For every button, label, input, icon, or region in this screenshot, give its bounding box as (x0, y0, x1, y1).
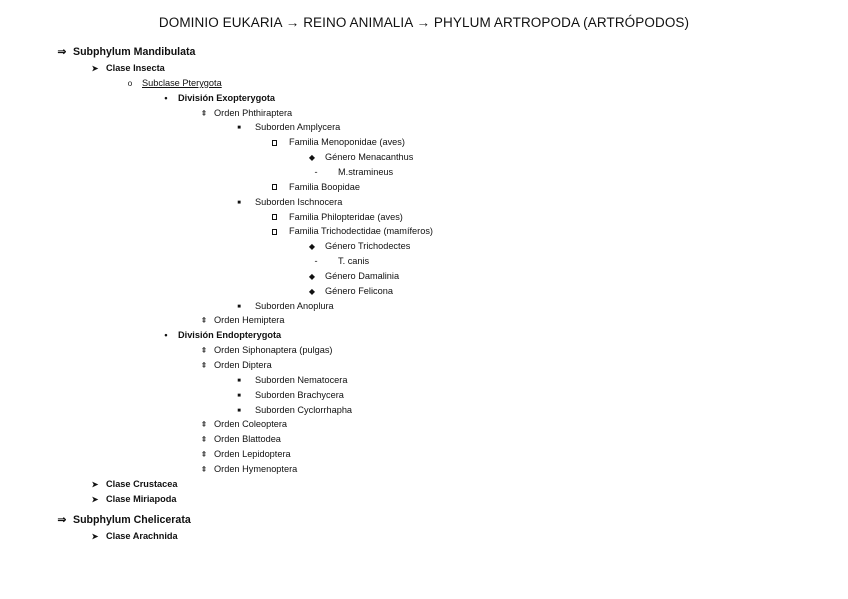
outline-item-level-7 (308, 269, 399, 283)
flag-icon: ⇞ (200, 108, 208, 118)
outline-item-level-6 (270, 210, 403, 224)
outline-item-label: Género Menacanthus (325, 152, 414, 163)
flag-icon: ⇞ (200, 316, 208, 326)
outline-item-label: Clase Arachnida (106, 530, 178, 541)
flag-icon: ⇞ (200, 450, 208, 460)
outline-item-level-5 (235, 373, 347, 387)
outline-item-label: Género Felicona (325, 285, 393, 296)
outline-item-label: Suborden Brachycera (255, 389, 344, 400)
outline-item-label: Suborden Cyclorrhapha (255, 404, 353, 415)
dash-bullet-icon: - (314, 166, 318, 177)
outline-item-level-5 (235, 388, 344, 402)
outline-item-label: Familia Trichodectidae (mamíferos) (289, 226, 433, 237)
outline-item-label[interactable]: Subclase Pterygota (142, 77, 222, 88)
arrow-icon: ⇒ (57, 513, 67, 526)
arrow-icon: ⇒ (57, 46, 67, 58)
outline-item-label: Suborden Nematocera (255, 374, 348, 385)
outline-item-label: Orden Lepidoptera (214, 449, 291, 460)
diamond-bullet-icon: ◆ (308, 153, 316, 163)
outline-item-label: Orden Siphonaptera (pulgas) (214, 345, 333, 356)
page-title: DOMINIO EUKARIA → REINO ANIMALIA → PHYLUM ARTROPODA (ARTRÓPODOS) (158, 15, 690, 30)
outline-item-level-4 (199, 432, 281, 446)
outline-item-level-7 (308, 284, 393, 298)
outline-item-label: Género Trichodectes (325, 241, 411, 252)
circle-bullet-icon: o (127, 78, 133, 88)
outline-item-label: Familia Philopteridae (aves) (289, 211, 403, 222)
outline-item-label: Familia Menoponidae (aves) (289, 137, 405, 148)
square-bullet-icon: ■ (237, 392, 241, 399)
chevron-icon: ➤ (91, 479, 99, 489)
outline-item-level-1 (90, 529, 178, 543)
chevron-icon: ➤ (91, 64, 99, 73)
outline-item-label: Orden Phthiraptera (214, 107, 293, 118)
diamond-bullet-icon: ◆ (308, 271, 316, 281)
flag-icon: ⇞ (200, 435, 208, 445)
outline-item-level-4 (199, 313, 284, 327)
outline-item-label: Subphylum Mandibulata (73, 46, 196, 58)
square-bullet-icon: ■ (237, 199, 241, 206)
outline-item-level-8 (312, 254, 369, 268)
box-bullet-icon (272, 184, 277, 190)
outline-item-level-6 (270, 224, 433, 238)
outline-item-label: Subphylum Chelicerata (73, 513, 191, 526)
box-bullet-icon (272, 229, 277, 235)
square-bullet-icon: ■ (237, 407, 241, 414)
outline-item-level-3 (162, 328, 281, 342)
outline-item-label: Clase Miriapoda (106, 493, 177, 504)
outline-item-level-4 (199, 343, 333, 357)
outline-item-label: M.stramineus (338, 166, 394, 177)
outline-item-label: Suborden Ischnocera (255, 196, 343, 207)
diamond-bullet-icon: ◆ (308, 242, 316, 252)
outline-item-level-4 (199, 417, 287, 431)
outline-item-label: Género Damalinia (325, 270, 400, 281)
outline-item-level-2 (126, 76, 222, 90)
outline-item-label: División Exopterygota (178, 92, 275, 103)
dash-bullet-icon: - (314, 256, 318, 267)
outline-item-label: Orden Coleoptera (214, 419, 288, 430)
outline-item-label: Clase Crustacea (106, 478, 178, 489)
outline-item-level-1 (90, 61, 165, 75)
outline-item-level-4 (199, 106, 292, 120)
chevron-icon: ➤ (91, 494, 99, 504)
outline-item-level-5 (235, 299, 334, 313)
square-bullet-icon: ■ (237, 125, 241, 132)
outline-item-label: División Endopterygota (178, 330, 282, 341)
chevron-icon: ➤ (91, 531, 99, 541)
outline-item-label: Clase Insecta (106, 63, 165, 73)
outline-item-level-4 (199, 358, 272, 372)
outline-item-level-6 (270, 135, 405, 149)
dot-bullet-icon: • (164, 330, 168, 341)
outline-item-level-0 (55, 513, 191, 527)
outline-item-level-6 (270, 180, 360, 194)
outline-item-level-1 (90, 492, 176, 506)
outline-item-label: Suborden Amplycera (255, 122, 341, 133)
outline-item-level-5 (235, 403, 352, 417)
outline-item-label: Orden Hymenoptera (214, 463, 298, 474)
flag-icon: ⇞ (200, 361, 208, 370)
outline-item-label: Orden Hemiptera (214, 315, 285, 326)
flag-icon: ⇞ (200, 464, 208, 474)
outline-item-level-0 (55, 45, 195, 59)
outline-item-level-5 (235, 195, 342, 209)
diamond-bullet-icon: ◆ (308, 286, 316, 296)
outline-item-level-4 (199, 447, 291, 461)
dot-bullet-icon: • (164, 92, 168, 103)
box-bullet-icon (272, 214, 277, 220)
outline-item-level-8 (312, 165, 393, 179)
outline-item-label: Orden Diptera (214, 360, 272, 370)
outline-item-level-4 (199, 462, 297, 476)
outline-item-level-5 (235, 120, 340, 134)
outline-item-level-1 (90, 477, 178, 491)
outline-item-label: Suborden Anoplura (255, 300, 334, 311)
flag-icon: ⇞ (200, 346, 208, 356)
flag-icon: ⇞ (200, 420, 208, 430)
outline-item-label: Familia Boopidae (289, 181, 360, 192)
outline-item-label: Orden Blattodea (214, 434, 281, 445)
outline-item-level-3 (162, 91, 275, 105)
box-bullet-icon (272, 140, 277, 146)
square-bullet-icon: ■ (237, 303, 241, 310)
outline-item-level-7 (308, 239, 410, 253)
outline-item-level-7 (308, 150, 413, 164)
square-bullet-icon: ■ (237, 377, 241, 384)
outline-item-label: T. canis (338, 256, 370, 267)
